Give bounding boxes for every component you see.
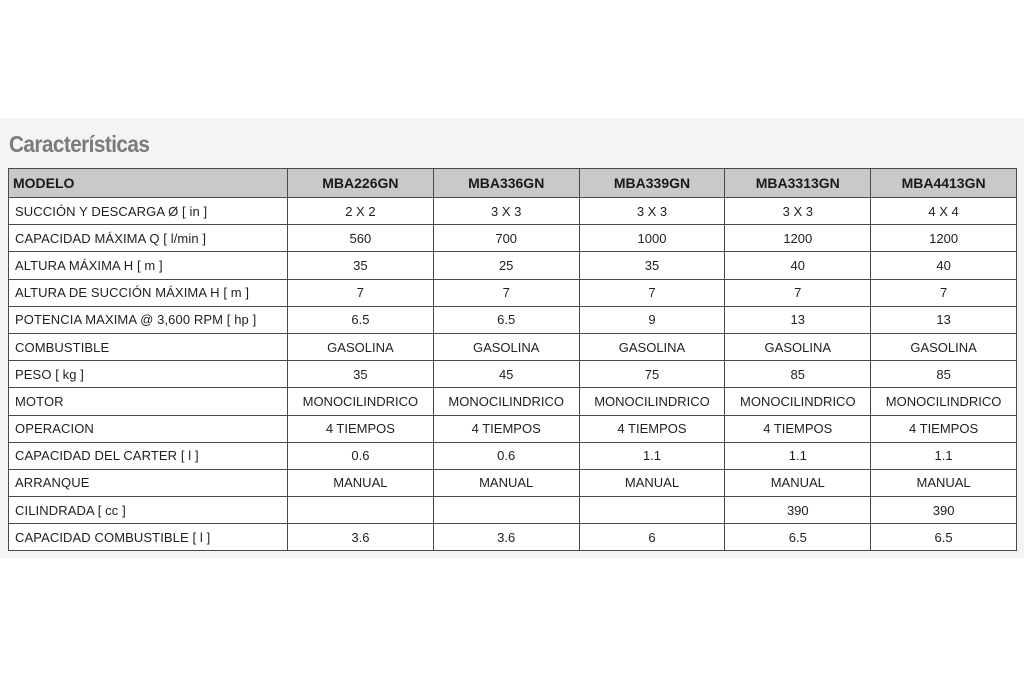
value-cell: 35 bbox=[288, 361, 434, 388]
value-cell: 1000 bbox=[579, 225, 725, 252]
table-row bbox=[9, 252, 1017, 279]
value-cell: MONOCILINDRICO bbox=[288, 388, 434, 415]
value-cell: 7 bbox=[433, 279, 579, 306]
table-row bbox=[9, 469, 1017, 496]
row-label-cell: SUCCIÓN Y DESCARGA Ø [ in ] bbox=[9, 198, 288, 225]
row-label-cell: CILINDRADA [ cc ] bbox=[9, 497, 288, 524]
value-cell: 85 bbox=[871, 361, 1017, 388]
row-label-cell: POTENCIA MAXIMA @ 3,600 RPM [ hp ] bbox=[9, 306, 288, 333]
value-cell: MANUAL bbox=[579, 469, 725, 496]
value-cell: 6.5 bbox=[433, 306, 579, 333]
row-label-cell: PESO [ kg ] bbox=[9, 361, 288, 388]
row-label-cell: MOTOR bbox=[9, 388, 288, 415]
model-header-cell: MBA226GN bbox=[288, 169, 434, 198]
value-cell: 35 bbox=[579, 252, 725, 279]
value-cell: 390 bbox=[871, 497, 1017, 524]
value-cell: 4 TIEMPOS bbox=[288, 415, 434, 442]
value-cell: 1200 bbox=[871, 225, 1017, 252]
specifications-table bbox=[8, 168, 1017, 551]
value-cell: 7 bbox=[871, 279, 1017, 306]
table-body bbox=[9, 198, 1017, 551]
value-cell: 75 bbox=[579, 361, 725, 388]
value-cell: MANUAL bbox=[288, 469, 434, 496]
value-cell: 7 bbox=[288, 279, 434, 306]
value-cell: 0.6 bbox=[433, 442, 579, 469]
value-cell: 4 X 4 bbox=[871, 198, 1017, 225]
value-cell: 6.5 bbox=[725, 524, 871, 551]
value-cell bbox=[288, 497, 434, 524]
table-row bbox=[9, 388, 1017, 415]
table-row bbox=[9, 524, 1017, 551]
value-cell: 1.1 bbox=[871, 442, 1017, 469]
value-cell: 40 bbox=[871, 252, 1017, 279]
value-cell: 4 TIEMPOS bbox=[433, 415, 579, 442]
table-row bbox=[9, 442, 1017, 469]
value-cell: MONOCILINDRICO bbox=[579, 388, 725, 415]
value-cell: 0.6 bbox=[288, 442, 434, 469]
value-cell: 25 bbox=[433, 252, 579, 279]
row-label-cell: CAPACIDAD COMBUSTIBLE [ l ] bbox=[9, 524, 288, 551]
table-row bbox=[9, 306, 1017, 333]
row-label-cell: CAPACIDAD MÁXIMA Q [ l/min ] bbox=[9, 225, 288, 252]
row-label-cell: CAPACIDAD DEL CARTER [ l ] bbox=[9, 442, 288, 469]
value-cell: 2 X 2 bbox=[288, 198, 434, 225]
value-cell: 13 bbox=[725, 306, 871, 333]
value-cell: GASOLINA bbox=[288, 333, 434, 360]
value-cell: MONOCILINDRICO bbox=[871, 388, 1017, 415]
value-cell: MANUAL bbox=[433, 469, 579, 496]
value-cell: GASOLINA bbox=[871, 333, 1017, 360]
value-cell: 6.5 bbox=[288, 306, 434, 333]
value-cell: 3 X 3 bbox=[433, 198, 579, 225]
table-row bbox=[9, 333, 1017, 360]
value-cell: 7 bbox=[579, 279, 725, 306]
header-label-cell: MODELO bbox=[9, 169, 288, 198]
value-cell: MONOCILINDRICO bbox=[725, 388, 871, 415]
value-cell: 40 bbox=[725, 252, 871, 279]
value-cell: 6.5 bbox=[871, 524, 1017, 551]
value-cell: 45 bbox=[433, 361, 579, 388]
row-label-cell: ALTURA DE SUCCIÓN MÁXIMA H [ m ] bbox=[9, 279, 288, 306]
table-row bbox=[9, 415, 1017, 442]
value-cell: 560 bbox=[288, 225, 434, 252]
row-label-cell: OPERACION bbox=[9, 415, 288, 442]
value-cell: 3 X 3 bbox=[725, 198, 871, 225]
value-cell: GASOLINA bbox=[725, 333, 871, 360]
table-header-row bbox=[9, 169, 1017, 198]
value-cell: 7 bbox=[725, 279, 871, 306]
value-cell: MANUAL bbox=[725, 469, 871, 496]
value-cell: 4 TIEMPOS bbox=[579, 415, 725, 442]
section-title: Características bbox=[9, 131, 150, 157]
value-cell: 13 bbox=[871, 306, 1017, 333]
value-cell bbox=[433, 497, 579, 524]
row-label-cell: ARRANQUE bbox=[9, 469, 288, 496]
value-cell: 390 bbox=[725, 497, 871, 524]
table-row bbox=[9, 225, 1017, 252]
value-cell: 700 bbox=[433, 225, 579, 252]
table-row bbox=[9, 361, 1017, 388]
value-cell: 3 X 3 bbox=[579, 198, 725, 225]
row-label-cell: COMBUSTIBLE bbox=[9, 333, 288, 360]
value-cell: 35 bbox=[288, 252, 434, 279]
value-cell: 3.6 bbox=[433, 524, 579, 551]
value-cell: 6 bbox=[579, 524, 725, 551]
value-cell: 1.1 bbox=[579, 442, 725, 469]
value-cell: GASOLINA bbox=[579, 333, 725, 360]
value-cell bbox=[579, 497, 725, 524]
value-cell: 3.6 bbox=[288, 524, 434, 551]
table-row bbox=[9, 279, 1017, 306]
model-header-cell: MBA3313GN bbox=[725, 169, 871, 198]
value-cell: 4 TIEMPOS bbox=[871, 415, 1017, 442]
table-row bbox=[9, 497, 1017, 524]
model-header-cell: MBA4413GN bbox=[871, 169, 1017, 198]
value-cell: 1200 bbox=[725, 225, 871, 252]
model-header-cell: MBA336GN bbox=[433, 169, 579, 198]
value-cell: 85 bbox=[725, 361, 871, 388]
value-cell: MONOCILINDRICO bbox=[433, 388, 579, 415]
value-cell: 9 bbox=[579, 306, 725, 333]
value-cell: GASOLINA bbox=[433, 333, 579, 360]
value-cell: MANUAL bbox=[871, 469, 1017, 496]
value-cell: 1.1 bbox=[725, 442, 871, 469]
value-cell: 4 TIEMPOS bbox=[725, 415, 871, 442]
model-header-cell: MBA339GN bbox=[579, 169, 725, 198]
table-row bbox=[9, 198, 1017, 225]
row-label-cell: ALTURA MÁXIMA H [ m ] bbox=[9, 252, 288, 279]
